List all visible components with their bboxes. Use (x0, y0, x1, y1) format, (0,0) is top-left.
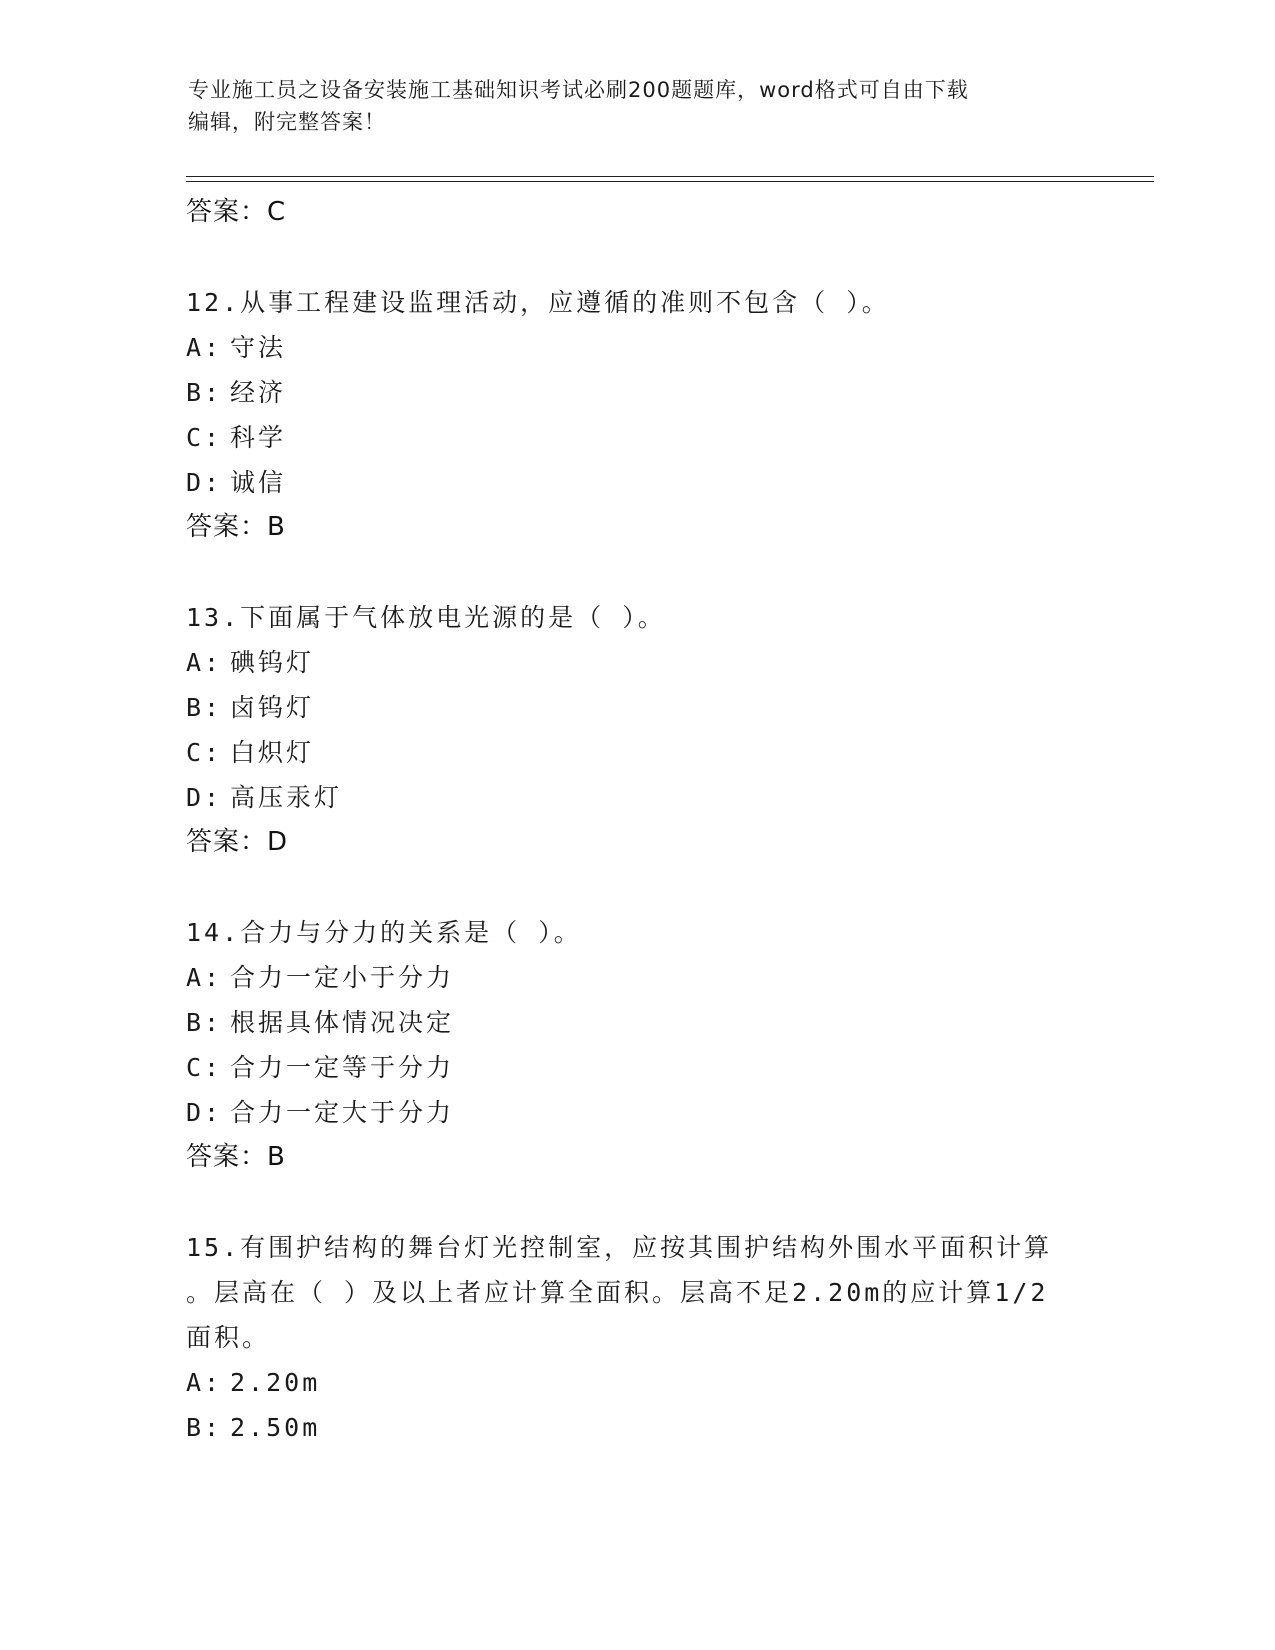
option-letter: C: (186, 423, 223, 452)
option-text: 守法 (230, 333, 287, 362)
option-letter: A: (186, 648, 223, 677)
option-text: 合力一定大于分力 (230, 1098, 455, 1127)
option-text: 卤钨灯 (230, 693, 315, 722)
option-row (186, 325, 1086, 370)
question-stem (186, 280, 1086, 325)
option-text: 碘钨灯 (230, 648, 315, 677)
question-stem-line: 面积。 (186, 1323, 271, 1352)
question-stem-line-first: 12.从事工程建设监理活动，应遵循的准则不包含（ ）。 (186, 288, 890, 317)
answer-line: 答案：B (186, 512, 286, 542)
option-letter: C: (186, 738, 223, 767)
question-stem-line-first: 13.下面属于气体放电光源的是（ ）。 (186, 603, 666, 632)
header-line-1: 专业施工员之设备安装施工基础知识考试必刷200题题库，word格式可自由下载 (188, 78, 969, 102)
option-letter: B: (186, 693, 223, 722)
question-list (186, 190, 1086, 1450)
option-text: 2.50m (230, 1413, 321, 1442)
question-stem-line-first: 14.合力与分力的关系是（ ）。 (186, 918, 582, 947)
question-gap (186, 1180, 1086, 1225)
option-row (186, 775, 1086, 820)
option-row (186, 1090, 1086, 1135)
question-gap (186, 235, 1086, 280)
option-row (186, 1045, 1086, 1090)
answer-line: 答案：C (186, 197, 287, 227)
question-stem (186, 595, 1086, 640)
question-stem (186, 1225, 1086, 1360)
option-text: 诚信 (230, 468, 287, 497)
option-letter: B: (186, 1413, 223, 1442)
option-row (186, 1405, 1086, 1450)
option-row (186, 685, 1086, 730)
question-stem-line: 。层高在（ ）及以上者应计算全面积。层高不足2.20m的应计算1/2 (186, 1278, 1049, 1307)
option-text: 合力一定等于分力 (230, 1053, 455, 1082)
option-text: 科学 (230, 423, 287, 452)
option-row (186, 370, 1086, 415)
option-text: 根据具体情况决定 (230, 1008, 455, 1037)
option-letter: A: (186, 1368, 223, 1397)
option-letter: A: (186, 963, 223, 992)
option-row (186, 640, 1086, 685)
option-text: 2.20m (230, 1368, 321, 1397)
question-gap (186, 865, 1086, 910)
header-divider-top (186, 176, 1154, 177)
option-letter: A: (186, 333, 223, 362)
question-block (186, 1225, 1086, 1450)
question-block (186, 595, 1086, 865)
document-header (188, 74, 1068, 138)
option-letter: D: (186, 468, 223, 497)
option-letter: B: (186, 1008, 223, 1037)
option-row (186, 460, 1086, 505)
option-row (186, 1360, 1086, 1405)
question-stem (186, 910, 1086, 955)
question-gap (186, 550, 1086, 595)
option-text: 经济 (230, 378, 287, 407)
option-letter: B: (186, 378, 223, 407)
question-block (186, 280, 1086, 550)
option-text: 白炽灯 (230, 738, 315, 767)
option-row (186, 415, 1086, 460)
question-block (186, 910, 1086, 1180)
option-row (186, 1000, 1086, 1045)
header-divider-bottom (186, 181, 1154, 182)
option-row (186, 955, 1086, 1000)
option-letter: D: (186, 783, 223, 812)
option-text: 高压汞灯 (230, 783, 343, 812)
header-line-2: 编辑，附完整答案！ (188, 110, 386, 134)
option-text: 合力一定小于分力 (230, 963, 455, 992)
question-stem-line-first: 15.有围护结构的舞台灯光控制室，应按其围护结构外围水平面积计算 (186, 1233, 1053, 1262)
option-row (186, 730, 1086, 775)
answer-line: 答案：D (186, 827, 289, 857)
answer-line: 答案：B (186, 1142, 286, 1172)
option-letter: C: (186, 1053, 223, 1082)
option-letter: D: (186, 1098, 223, 1127)
